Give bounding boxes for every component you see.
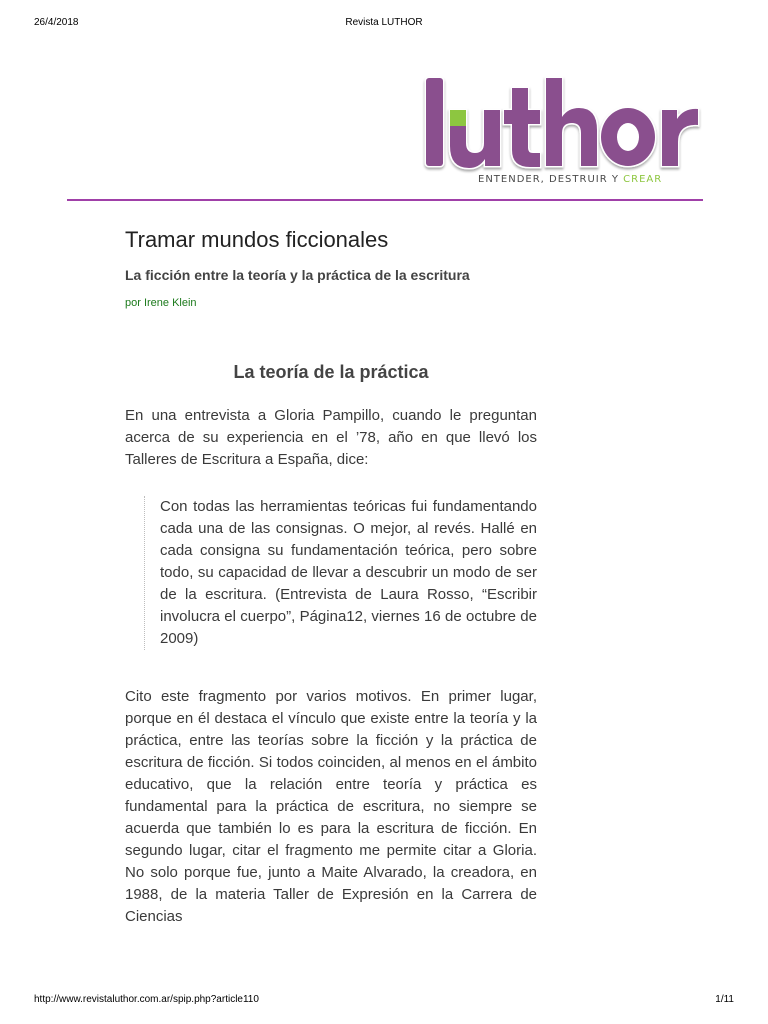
tagline-main: ENTENDER, DESTRUIR Y [478,174,624,185]
article-subtitle: La ficción entre la teoría y la práctica de la escritura [125,267,470,283]
article-title: Tramar mundos ficcionales [125,227,389,252]
luthor-wordmark [420,70,705,174]
luthor-logo[interactable] [420,70,705,190]
print-date: 26/4/2018 [34,17,79,28]
quote-text: Con todas las herramientas teóricas fui fundamentando cada una de las consignas. O mejor, al revés. Hallé en cada consigna su fundamentación teórica, pero sobre todo, su capacidad de llevar a descubrir un modo de ser de la escritura. (Entrevista de Laura Rosso, “Escribir involucra el cuerpo”, Página12, viernes 16 de octubre de 2009) [160,498,537,647]
logo-tagline [478,174,662,185]
blockquote [144,496,537,650]
print-header [0,17,768,31]
section-heading: La teoría de la práctica [233,362,429,382]
article [125,225,537,928]
article-author-link[interactable]: por Irene Klein [125,297,197,309]
paragraph-intro: En una entrevista a Gloria Pampillo, cuando le preguntan acerca de su experiencia en el ’78, año en que llevó los Talleres de Escritura a España, dice: [125,407,537,468]
tagline-accent: CREAR [623,174,663,185]
print-page-title: Revista LUTHOR [345,17,423,28]
print-url: http://www.revistaluthor.com.ar/spip.php?article110 [34,994,259,1005]
header-divider [67,199,703,201]
paragraph-body: Cito este fragmento por varios motivos. En primer lugar, porque en él destaca el vínculo que existe entre la teoría y la práctica, entre las teorías sobre la ficción y la práctica de escritura de ficción. Si todos coinciden, al menos en el ámbito educativo, que la relación entre teoría y práctica es fundamental para la práctica de escritura, no siempre se acuerda que también lo es para la escritura de ficción. En segundo lugar, citar el fragmento me permite citar a Gloria. No solo porque fue, junto a Maite Alvarado, la creadora, en 1988, de la materia Taller de Expresión en la Carrera de Ciencias [125,688,537,925]
print-page-number: 1/11 [715,994,734,1005]
